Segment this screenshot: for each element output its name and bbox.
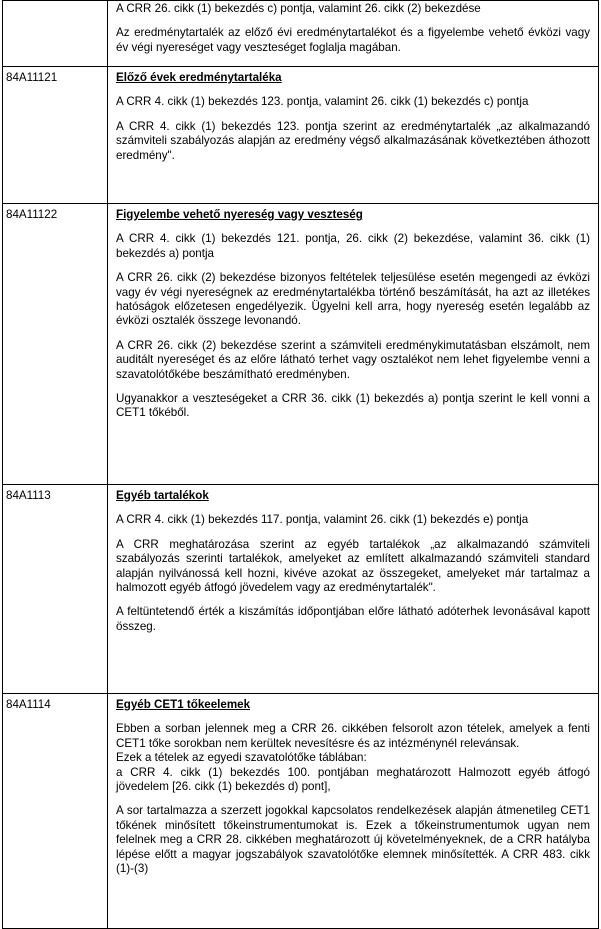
paragraph: A CRR meghatározása szerint az egyéb tartalékok „az alkalmazandó számviteli szabályozás szerinti tartalékok, amelyeket az említett alkalmazandó számviteli standard alapján nyilvánossá kell hozni, kivéve azokat az összegeket, amelyeket már tartalmaz a halmozott egyéb átfogó jövedelem vagy az eredménytartalék".: [116, 537, 590, 595]
row-code: [3, 1, 108, 67]
row-code: 84A1114: [3, 694, 108, 929]
table-row: [3, 694, 599, 929]
row-title: Figyelembe vehető nyereség vagy veszteség: [116, 208, 363, 221]
definitions-table: [2, 0, 599, 929]
paragraph: a CRR 4. cikk (1) bekezdés 100. pontjában meghatározott Halmozott egyéb átfogó jövedelem [26. cikk (1) bekezdés d) pont],: [116, 765, 590, 794]
paragraph: A CRR 4. cikk (1) bekezdés 117. pontja, valamint 26. cikk (1) bekezdés e) pontja: [116, 513, 529, 527]
table-row: [3, 1, 599, 67]
row-content: [108, 1, 599, 67]
paragraph: A CRR 26. cikk (2) bekezdése bizonyos feltételek teljesülése esetén megengedi az évközi vagy év végi nyereségnek az eredménytartalékba történő beszámítását, ha azt az illetékes hatóságok előzetesen engedélyezik. Ügyelni kell arra, hogy nyereség esetén legalább az évközi osztalék összege levonandó.: [116, 271, 590, 328]
row-content: [108, 694, 599, 929]
paragraph: A CRR 4. cikk (1) bekezdés 123. pontja szerint az eredménytartalék „az alkalmazandó számviteli szabályozás alapján az eredmény végső alkalmazásának következtében áthozott eredmény".: [116, 119, 590, 162]
row-content: [108, 485, 599, 694]
table-row: [3, 485, 599, 694]
paragraph: A CRR 26. cikk (2) bekezdése szerint a számviteli eredménykimutatásban elszámolt, nem auditált nyereséget és az előre látható terhet vagy osztalékot nem lehet figyelembe venni a szavatolótőkébe beszámítható eredményben.: [116, 338, 590, 381]
row-content: [108, 67, 599, 204]
paragraph: A CRR 26. cikk (1) bekezdés c) pontja, valamint 26. cikk (2) bekezdése: [116, 2, 481, 15]
paragraph: A CRR 4. cikk (1) bekezdés 121. pontja, 26. cikk (2) bekezdése, valamint 36. cikk (1) bekezdés a) pontja: [116, 232, 590, 260]
row-code: 84A1113: [3, 485, 108, 694]
row-code: 84A11122: [3, 204, 108, 485]
paragraph: Ugyanakkor a veszteségeket a CRR 36. cikk (1) bekezdés a) pontja szerint le kell vonni a CET1 tőkéből.: [116, 392, 590, 420]
row-title: Egyéb CET1 tőkeelemek: [116, 698, 251, 711]
paragraph: A CRR 4. cikk (1) bekezdés 123. pontja, valamint 26. cikk (1) bekezdés c) pontja: [116, 95, 529, 109]
paragraph: A feltüntetendő érték a kiszámítás időpontjában előre látható adóterhek levonásával kapott összeg.: [116, 605, 590, 633]
paragraph: Az eredménytartalék az előző évi eredménytartalékot és a figyelembe vehető évközi vagy év végi nyereséget vagy veszteséget foglalja magában.: [116, 26, 590, 54]
paragraph: Ezek a tételek az egyedi szavatolótőke táblában:: [116, 751, 367, 765]
row-title: Egyéb tartalékok: [116, 489, 209, 502]
table-row: [3, 67, 599, 204]
paragraph: A sor tartalmazza a szerzett jogokkal kapcsolatos rendelkezések alapján átmenetileg CET1 tőkének minősített tőkeinstrumentumokat is. Ezek a tőkeinstrumentumok ugyan nem felelnek meg a CRR 28. cikkében meghatározott új követelményeknek, de a CRR hatályba lépése előtt a magyar jogszabályok szavatolótőke elemnek minősítették. A CRR 483. cikk (1)-(3): [116, 804, 590, 876]
table-row: [3, 204, 599, 485]
row-content: [108, 204, 599, 485]
row-code: 84A11121: [3, 67, 108, 204]
paragraph: Ebben a sorban jelennek meg a CRR 26. cikkében felsorolt azon tételek, amelyek a fenti CET1 tőke sorokban nem kerültek nevesítésre és az intézménynél relevánsak.: [116, 722, 590, 750]
row-title: Előző évek eredménytartaléka: [116, 71, 282, 84]
